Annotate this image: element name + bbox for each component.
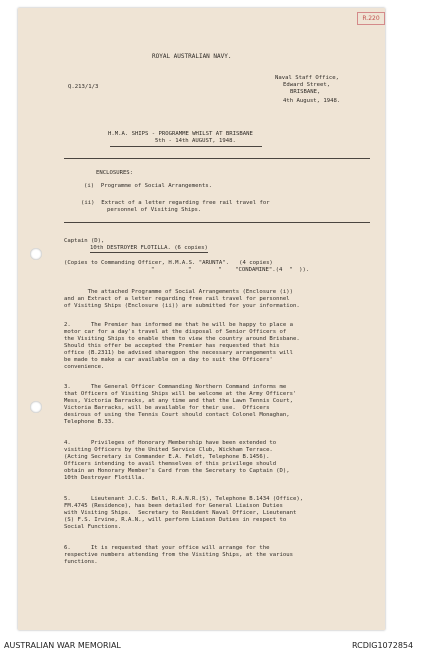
- paragraph-line: 10th Destroyer Flotilla.: [64, 475, 145, 481]
- punch-hole: [30, 248, 42, 260]
- paragraph-line: motor car for a day's travel at the disposal of Senior Officers of: [64, 329, 287, 335]
- address-line: Edward Street,: [283, 82, 331, 88]
- paragraph-line: 6. It is requested that your office will arrange for the: [64, 545, 270, 551]
- letter-date: 4th August, 1948.: [283, 98, 341, 104]
- paragraph-line: Telephone B.33.: [64, 419, 115, 425]
- divider: [64, 222, 370, 223]
- addressee-line: 10th DESTROYER FLOTILLA. (6 copies): [90, 245, 208, 251]
- enclosure-item: (ii) Extract of a letter regarding free rail travel for: [81, 200, 270, 206]
- enclosures-heading: ENCLOSURES:: [96, 170, 134, 176]
- paragraph-line: 2. The Premier has informed me that he will be happy to place a: [64, 322, 294, 328]
- paragraph-line: 3. The General Officer Commanding Northern Command informs me: [64, 384, 287, 390]
- paragraph-line: functions.: [64, 559, 98, 565]
- paragraph-line: 5. Lieutenant J.C.S. Bell, R.A.N.R.(S), Telephone B.1434 (Office),: [64, 496, 304, 502]
- paragraph-line: FM.4745 (Residence), has been detailed for General Liaison Duties: [64, 503, 283, 509]
- paragraph-line: be made to make a car available on a day to suit the Officers': [64, 357, 273, 363]
- subject-line: 5th - 14th AUGUST, 1948.: [155, 138, 236, 144]
- paragraph-line: respective numbers attending from the Visiting Ships, at the various: [64, 552, 294, 558]
- paragraph-line: (Acting Secretary is Commander E.A. Feldt, Telephone B.1456).: [64, 454, 270, 460]
- paragraph-line: office (B.2311) be advised sharegpon the necessary arrangements will: [64, 350, 294, 356]
- paragraph-line: 4. Privileges of Honorary Membership have been extended to: [64, 440, 277, 446]
- paragraph-line: obtain an Honorary Member's Card from the Secretary to Captain (D),: [64, 468, 290, 474]
- paragraph-line: convenience.: [64, 364, 105, 370]
- enclosure-item: (i) Programme of Social Arrangements.: [84, 183, 212, 189]
- paragraph-line: Officers intending to avail themselves of this privilege should: [64, 461, 277, 467]
- paragraph-line: desirous of using the Tennis Court should contact Colonel Monaghan,: [64, 412, 290, 418]
- addressee-underline: [90, 252, 208, 253]
- paragraph-line: with Visiting Ships. Secretary to Resident Naval Officer, Lieutenant: [64, 510, 297, 516]
- reference-stamp: R.220: [357, 12, 385, 25]
- address-line: BRISBANE,: [290, 89, 321, 95]
- paragraph-line: visiting Officers by the United Service Club, Wickham Terrace.: [64, 447, 273, 453]
- paragraph-line: Mess, Victoria Barracks, at any time and that the Lawn Tennis Court,: [64, 398, 294, 404]
- paragraph-line: The attached Programme of Social Arrangements (Enclosure (i)): [64, 289, 294, 295]
- archive-item-id: RCDIG1072854: [352, 641, 414, 650]
- punch-hole: [30, 401, 42, 413]
- letterhead-title: ROYAL AUSTRALIAN NAVY.: [152, 53, 232, 60]
- paragraph-line: and an Extract of a letter regarding free rail travel for personnel: [64, 296, 290, 302]
- paragraph-line: of Visiting Ships (Enclosure (ii)) are submitted for your information.: [64, 303, 300, 309]
- paragraph-line: Should this offer be accepted the Premier has requested that his: [64, 343, 280, 349]
- addressee-line: Captain (D),: [64, 238, 105, 244]
- paragraph-line: Social Functions.: [64, 524, 122, 530]
- paragraph-line: (S) F.S. Irvine, R.A.N., will perform Liaison Duties in respect to: [64, 517, 287, 523]
- subject-underline: [110, 146, 262, 147]
- divider: [64, 158, 370, 159]
- subject-line: H.M.A. SHIPS - PROGRAMME WHILST AT BRISBANE: [108, 131, 253, 137]
- copies-line: (Copies to Commanding Officer, H.M.A.S. "ARUNTA". (4 copies): [64, 260, 273, 266]
- file-reference: Q.213/1/3: [68, 84, 99, 90]
- paragraph-line: that Officers of Visiting Ships will be welcome at the Army Officers': [64, 391, 297, 397]
- paragraph-line: the Visiting Ships to enable them to view the country around Brisbane.: [64, 336, 300, 342]
- enclosure-item: personnel of Visiting Ships.: [107, 207, 202, 213]
- copies-line: " " " "CONDAMINE".(4 " )).: [151, 267, 310, 273]
- address-line: Naval Staff Office,: [275, 75, 339, 81]
- paragraph-line: Victoria Barracks, will be available for their use. Officers: [64, 405, 270, 411]
- archive-credit: AUSTRALIAN WAR MEMORIAL: [4, 641, 121, 650]
